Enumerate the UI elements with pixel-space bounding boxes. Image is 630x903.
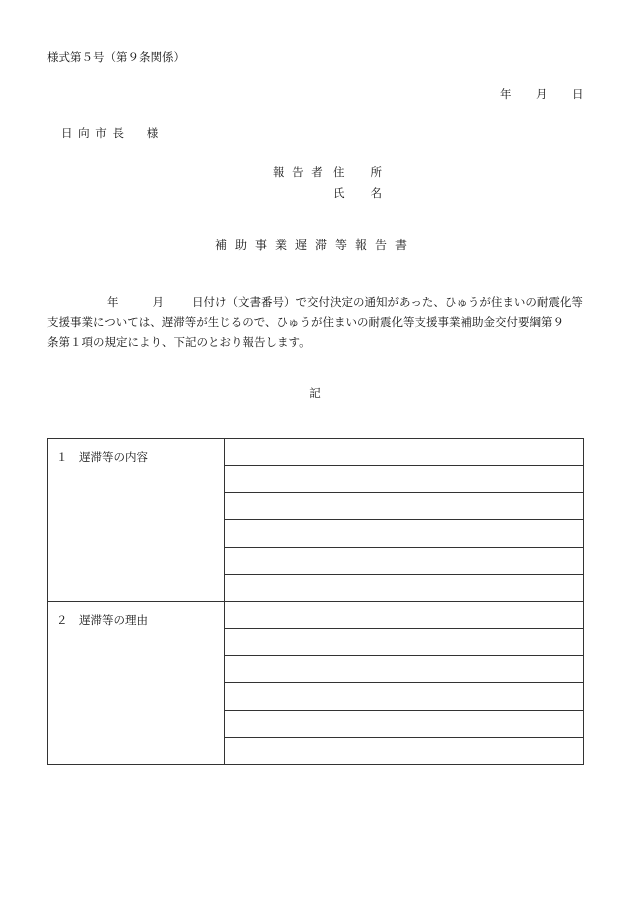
- name-label: 氏 名: [333, 185, 383, 200]
- report-table: [47, 438, 584, 765]
- address-label: 住 所: [333, 164, 383, 179]
- date-year: 年: [500, 87, 512, 101]
- date-line: [500, 86, 584, 102]
- body-line2: 支援事業については、遅滞等が生じるので、ひゅうが住まいの耐震化等支援事業補助金交付要綱第９: [47, 315, 565, 329]
- table-row: [48, 601, 584, 628]
- reporter-block: [273, 161, 393, 203]
- section2-line-2[interactable]: [225, 629, 584, 656]
- date-month: 月: [536, 87, 548, 101]
- body-line3: 条第１項の規定により、下記のとおり報告します。: [47, 335, 311, 349]
- section2-line-5[interactable]: [225, 710, 584, 737]
- section1-line-5[interactable]: [225, 547, 584, 574]
- reporter-label: 報 告 者: [273, 164, 325, 179]
- section1-label: １ 遅滞等の内容: [48, 439, 225, 602]
- section2-line-1[interactable]: [225, 601, 584, 628]
- addressee: 日 向 市 長 様: [61, 126, 160, 140]
- table-row: [48, 439, 584, 466]
- section1-line-6[interactable]: [225, 574, 584, 601]
- section1-line-1[interactable]: [225, 439, 584, 466]
- document-title: 補助事業遅滞等報告書: [214, 238, 415, 252]
- body-text: [47, 292, 587, 352]
- date-day: 日: [572, 87, 584, 101]
- section2-line-6[interactable]: [225, 737, 584, 764]
- section2-label: ２ 遅滞等の理由: [48, 601, 225, 764]
- form-number: 様式第５号（第９条関係）: [47, 50, 185, 64]
- section1-line-3[interactable]: [225, 493, 584, 520]
- body-month: 月: [152, 295, 164, 309]
- section1-line-4[interactable]: [225, 520, 584, 547]
- section2-line-3[interactable]: [225, 656, 584, 683]
- section2-line-4[interactable]: [225, 683, 584, 710]
- section1-line-2[interactable]: [225, 466, 584, 493]
- body-year: 年: [107, 295, 119, 309]
- ki-heading: 記: [309, 386, 321, 400]
- body-line1: 日付け（文書番号）で交付決定の通知があった、ひゅうが住まいの耐震化等: [192, 295, 583, 309]
